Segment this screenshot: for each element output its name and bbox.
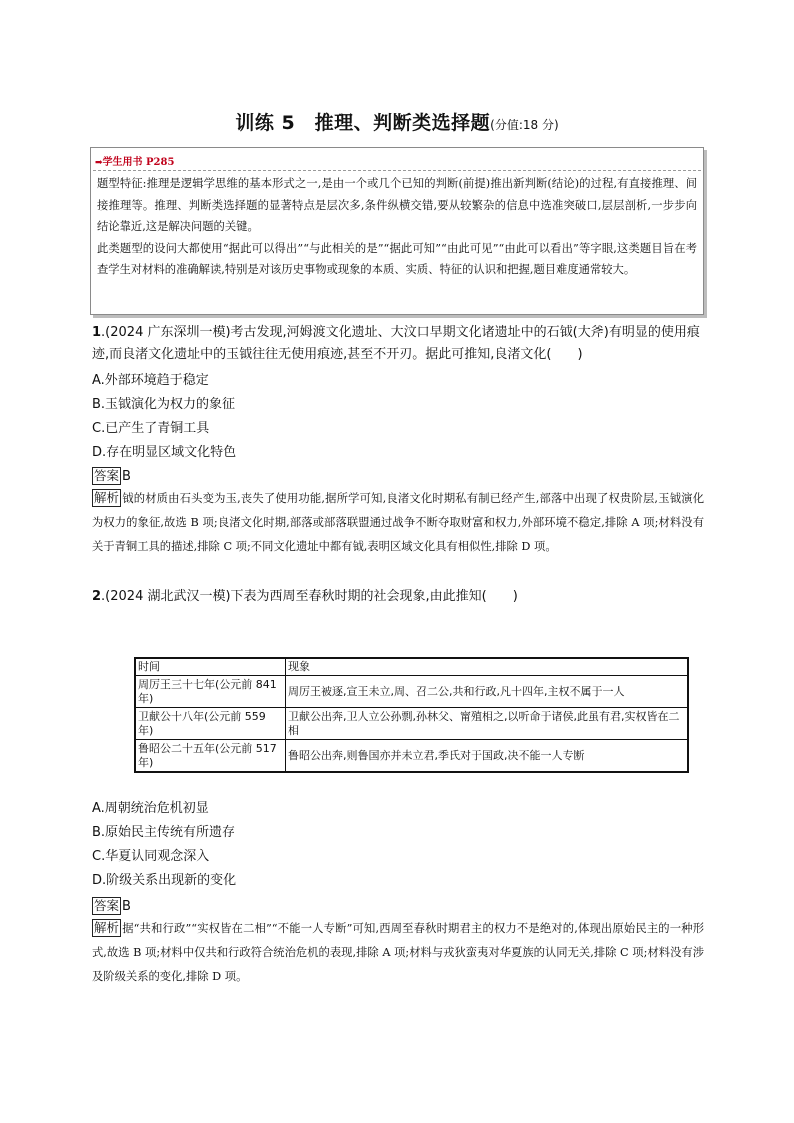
question-2-option-a: A.周朝统治危机初显	[92, 801, 209, 816]
table-row	[135, 708, 688, 740]
question-1-answer-value: B	[122, 469, 131, 484]
table-row	[135, 740, 688, 773]
question-2-option-d: D.阶级关系出现新的变化	[92, 873, 237, 888]
divider	[93, 170, 701, 171]
page-title	[0, 108, 794, 135]
title-main: 训练 5 推理、判断类选择题	[235, 112, 491, 134]
question-2-explanation	[92, 917, 704, 989]
question-1-option-c: C.已产生了青铜工具	[92, 421, 210, 436]
question-1-option-d: D.存在明显区域文化特色	[92, 445, 237, 460]
question-2-text: .(2024 湖北武汉一模)下表为西周至春秋时期的社会现象,由此推知( )	[101, 589, 518, 604]
question-1-explanation	[92, 487, 704, 559]
intro-text	[97, 173, 697, 281]
question-2-option-c: C.华夏认同观念深入	[92, 849, 210, 864]
table-header-row	[135, 658, 688, 676]
table-header-phenomenon: 现象	[286, 658, 689, 676]
question-1-text: .(2024 广东深圳一模)考古发现,河姆渡文化遗址、大汶口早期文化诸遗址中的石钺(大斧)有明显的使用痕迹,而良渚文化遗址中的玉钺往往无使用痕迹,甚至不开刃。据此可推知,良渚文化( )	[92, 325, 700, 362]
explanation-badge: 解析	[94, 920, 120, 935]
question-1-explanation-text: 钺的材质由石头变为玉,丧失了使用功能,据所学可知,良渚文化时期私有制已经产生,部落中出现了权贵阶层,玉钺演化为权力的象征,故选 B 项;良渚文化时期,部落或部落联盟通过战争不断夺取财富和权力,外部环境不稳定,排除 A 项;材料没有关于青铜工具的描述,排除 C 项;不同文化遗址中都有钺,表明区域文化具有相似性,排除 D 项。	[92, 492, 704, 553]
table-header-time: 时间	[135, 658, 286, 676]
question-1-stem	[92, 322, 704, 366]
table-cell-phenomenon: 周厉王被逐,宣王未立,周、召二公,共和行政,凡十四年,主权不属于一人	[286, 676, 689, 708]
arrow-right-icon: ➡	[95, 158, 103, 168]
student-book-tag	[95, 153, 174, 168]
question-2-answer	[92, 897, 131, 915]
question-2-option-b: B.原始民主传统有所遗存	[92, 825, 236, 840]
table-cell-phenomenon: 鲁昭公出奔,则鲁国亦并未立君,季氏对于国政,决不能一人专断	[286, 740, 689, 773]
question-2-answer-value: B	[122, 899, 131, 914]
student-book-label: 学生用书 P285	[102, 157, 175, 168]
question-1-number: 1	[92, 325, 102, 340]
history-table	[134, 657, 689, 773]
intro-paragraph-1: 题型特征:推理是逻辑学思维的基本形式之一,是由一个或几个已知的判断(前提)推出新判断(结论)的过程,有直接推理、间接推理等。推理、判断类选择题的显著特点是层次多,条件纵横交错,要从较繁杂的信息中选准突破口,层层剖析,一步步向结论靠近,这是解决问题的关键。	[97, 177, 697, 234]
question-1-option-a: A.外部环境趋于稳定	[92, 373, 209, 388]
intro-box	[90, 147, 704, 315]
table-cell-phenomenon: 卫献公出奔,卫人立公孙剽,孙林父、甯殖相之,以听命于诸侯,此虽有君,实权皆在二相	[286, 708, 689, 740]
table-cell-time: 卫献公十八年(公元前 559 年)	[135, 708, 286, 740]
question-2-explanation-text: 据“共和行政”“实权皆在二相”“不能一人专断”可知,西周至春秋时期君主的权力不是绝对的,体现出原始民主的一种形式,故选 B 项;材料中仅共和行政符合统治危机的表现,排除 A 项;材料与戎狄蛮夷对华夏族的认同无关,排除 C 项;材料没有涉及阶级关系的变化,排除 D 项。	[92, 922, 704, 983]
intro-paragraph-2: 此类题型的设问大都使用“据此可以得出”“与此相关的是”“据此可知”“由此可见”“由此可以看出”等字眼,这类题目旨在考查学生对材料的准确解读,特别是对该历史事物或现象的本质、实质、特征的认识和把握,题目难度通常较大。	[97, 241, 697, 277]
answer-badge: 答案	[94, 468, 120, 483]
table-cell-time: 周厉王三十七年(公元前 841 年)	[135, 676, 286, 708]
title-score: (分值:18 分)	[490, 118, 559, 132]
table-row	[135, 676, 688, 708]
question-1-option-b: B.玉钺演化为权力的象征	[92, 397, 236, 412]
explanation-badge: 解析	[94, 490, 120, 505]
question-2-stem	[92, 586, 704, 608]
table-cell-time: 鲁昭公二十五年(公元前 517 年)	[135, 740, 286, 773]
answer-badge: 答案	[94, 898, 120, 913]
question-1-answer	[92, 467, 131, 485]
question-2-number: 2	[92, 589, 102, 604]
